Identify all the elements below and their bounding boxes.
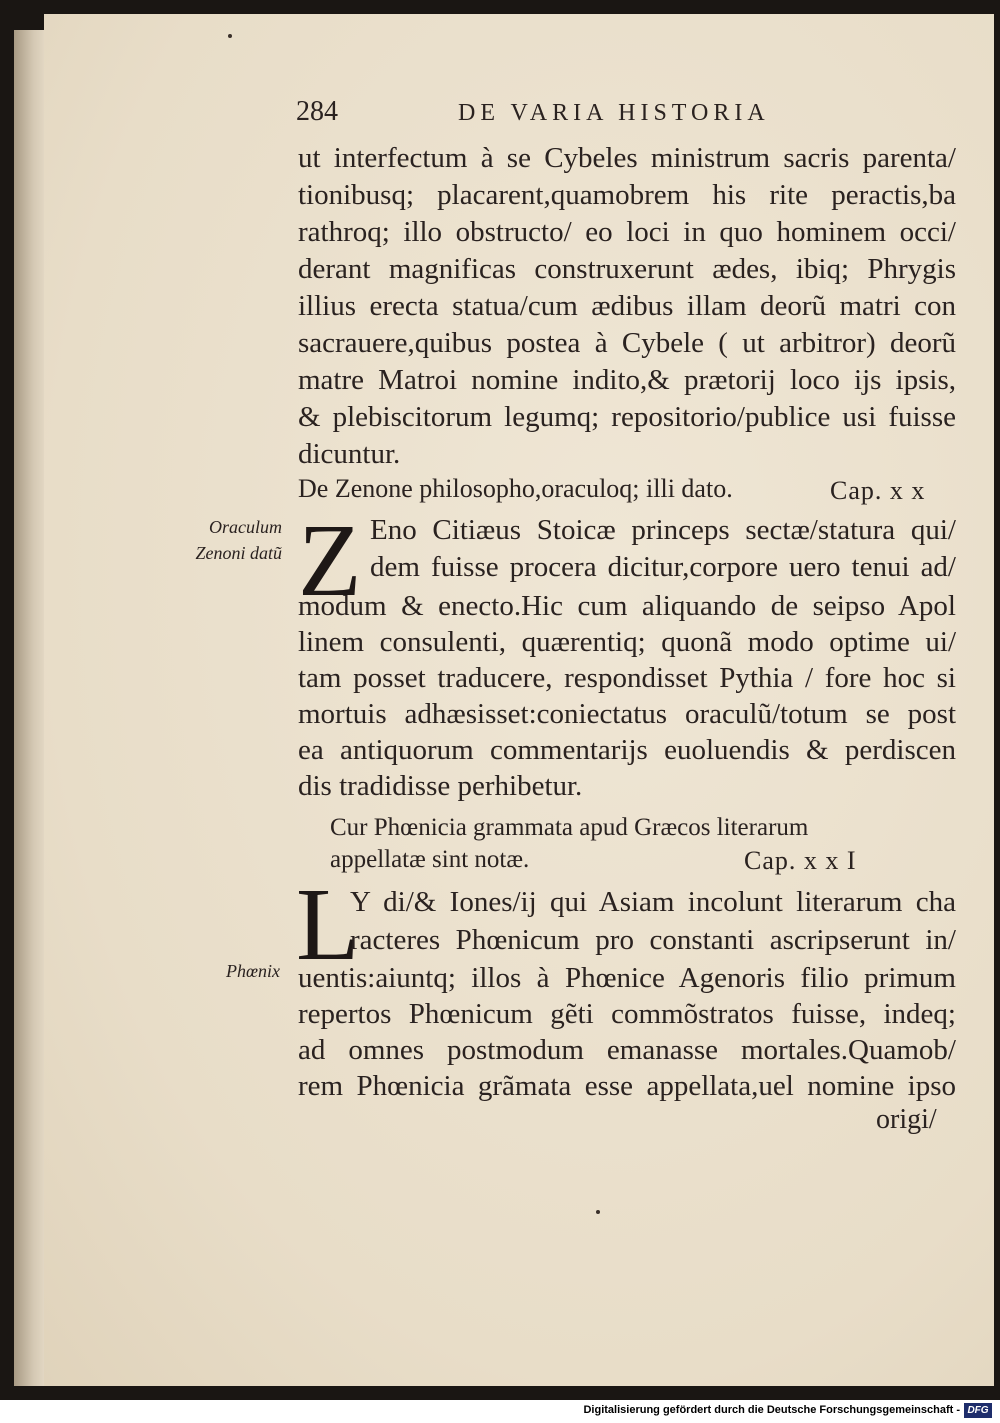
binding-gutter xyxy=(14,30,46,1386)
chapter-heading: appellatæ sint notæ. xyxy=(330,846,530,873)
text-line: modum & enecto.Hic cum aliquando de seipso Apol xyxy=(298,590,956,622)
margin-note xyxy=(152,514,282,566)
margin-note-line: Phœnix xyxy=(226,961,280,981)
text-line: mortuis adhæsisset:coniectatus oraculũ/totum se post xyxy=(298,698,956,730)
page-speck xyxy=(228,34,232,38)
footer-bar xyxy=(0,1400,1000,1423)
text-line: dis tradidisse perhibetur. xyxy=(298,770,583,802)
text-line: tam posset traducere, respondisset Pythia / fore hoc si xyxy=(298,662,956,694)
text-line: matre Matroi nomine indito,& prætorij loco ijs ipsis, xyxy=(298,364,956,396)
text-line: ut interfectum à se Cybeles ministrum sacris parenta/ xyxy=(298,142,956,174)
running-head xyxy=(296,96,956,136)
text-line: ad omnes postmodum emanasse mortales.Quamob/ xyxy=(298,1034,956,1066)
chapter-heading: De Zenone philosopho,oraculoq; illi dato. xyxy=(298,474,733,503)
margin-note-line: Oraculum xyxy=(209,517,282,537)
text-line: Y di/& Iones/ij qui Asiam incolunt literarum cha xyxy=(350,886,956,918)
text-line: racteres Phœnicum pro constanti ascripserunt in/ xyxy=(350,924,956,956)
text-line: rem Phœnicia grãmata esse appellata,uel nomine ipso xyxy=(298,1070,956,1102)
text-line: linem consulenti, quærentiq; quonã modo optime ui/ xyxy=(298,626,956,658)
text-line: derant magnificas construxerunt ædes, ibiq; Phrygis xyxy=(298,253,956,285)
margin-note xyxy=(150,958,280,984)
text-line: dicuntur. xyxy=(298,438,401,470)
text-line: uentis:aiuntq; illos à Phœnice Agenoris filio primum xyxy=(298,962,956,994)
text-line: repertos Phœnicum gẽti commõstratos fuisse, indeq; xyxy=(298,998,956,1030)
chapter-number: Cap. x x xyxy=(830,476,926,505)
chapter-heading: Cur Phœnicia grammata apud Græcos literarum xyxy=(330,814,809,841)
drop-capital: L xyxy=(296,867,360,982)
drop-capital: Z xyxy=(298,503,362,618)
running-title: DE VARIA HISTORIA xyxy=(458,100,770,126)
text-line: & plebiscitorum legumq; repositorio/publice usi fuisse xyxy=(298,401,956,433)
text-line: tionibusq; placarent,quamobrem his rite peractis,ba xyxy=(298,179,956,211)
text-line: ea antiquorum commentarijs euoluendis & perdiscen xyxy=(298,734,956,766)
dfg-logo-icon: DFG xyxy=(964,1403,992,1418)
funding-credit: Digitalisierung gefördert durch die Deutsche Forschungsgemeinschaft - xyxy=(583,1404,960,1416)
chapter-number: Cap. x x I xyxy=(744,846,857,875)
catchword: origi/ xyxy=(876,1104,937,1135)
text-line: Eno Citiæus Stoicæ princeps sectæ/statura qui/ xyxy=(370,514,956,546)
page-speck xyxy=(596,1210,600,1214)
margin-note-line: Zenoni datũ xyxy=(195,543,282,563)
text-line: illius erecta statua/cum ædibus illam deorũ matri con xyxy=(298,290,956,322)
text-line: dem fuisse procera dicitur,corpore uero tenui ad/ xyxy=(370,551,956,583)
page-number: 284 xyxy=(296,96,338,127)
text-line: rathroq; illo obstructo/ eo loci in quo hominem occi/ xyxy=(298,216,956,248)
text-line: sacrauere,quibus postea à Cybele ( ut arbitror) deorũ xyxy=(298,327,956,359)
